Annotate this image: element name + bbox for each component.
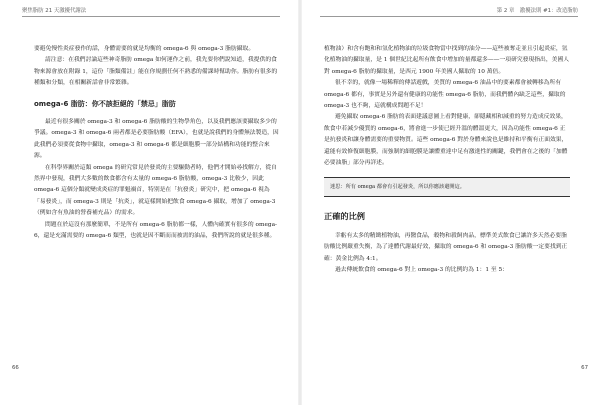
page-number: 67 [581, 365, 588, 371]
body-paragraph: 避免攝取 omega-6 脂肪的表面建議意圖上看對健康，卻隱藏相和減重的努力造成反效果，飲食中若減少優質的 omega-6，將會進一步使已經升溫的體溫更大，因為功能性 omega-6 正是抗發炎和讓身體需要的重要物質。這些 omega-6 對於身體來說也是維持和平衡有正面效果，還能有效修復細胞膜，而強制的細胞膜是讓體重達中足有激進性的關鍵，我們會在之後的「加體必要油脂」部分再詳述。 [324, 114, 568, 167]
body-paragraph: 幸虧有太多的精緻植物油，再醫食品，穀物和殺飼肉品，標準美式飲食已讓許多天然必要脂肪酸比例嚴重失衡，為了達體代謝最好效，攝取的 omega-6 和 omega-3 脂肪酸一定要找到正確：黃金比例為 4:1。 [324, 232, 568, 262]
body-paragraph: 問題在於這沒有那麼簡單，不是所有 omega-6 脂肪都一樣，人體內確實有很多的 omega-6，還是充滿需要的 omega-6 類型，也就是因不斷而而被需的油品，我們所說的就是很多種。 [34, 221, 278, 240]
header-rule [22, 16, 280, 17]
body-paragraph: 最近有很多關於 omega-3 和 omega-6 脂肪酸的生物學角色，以及我們應該要攝取多少的爭議。omega-3 和 omega-6 兩者都是必要脂肪酸（EFA），也就是說我們的身體無法製造，因此我們必須要從食物中攝取，omega-3 和 omega-6 都是細胞膜一部分結構和功能的整合來源。 [34, 119, 279, 160]
body-paragraph: 很不幸的，就像一場稀釋的傳話遊戲，美質的 omega-6 油品中的要素都會被轉移為所有 omega-6 都有，事實是另外還有健康的功能性 omega-6 脂肪，而我們體內缺乏這些，攝取的 omega-3 也不夠，這就構成問題不足！ [324, 80, 566, 110]
header-rule [320, 16, 578, 17]
body-paragraph: 過去傳統飲食的 omega-6 對上 omega-3 的比例約為 1：1 至 5： [335, 267, 508, 274]
left-body [34, 44, 280, 243]
running-header: 聚焦脂肪 21 天激擾代謝法 [22, 8, 87, 14]
body-paragraph: 在科學界關於這類 omega 的研究常見於發炎的主要驅動者時，他們才開始尋找解方，從自然界中發現，我們大多數的飲食都含有太量的 omega-6 脂肪酸，omega-3 比較少，因此 omega-6 這個分類就變成炎症的罪魁禍首，特別是在「抗發炎」研究中，把 omega-6 視為「易發炎」，而 omega-3 則是「抗炎」，就這樣開始把飲食 omega-6 攝取，增加了 omega-3（例如含有魚油的營養補充品）的需求。 [34, 164, 277, 217]
body-paragraph: 要避免慢性炎症發作的話，身體需要的就是均衡的 omega-6 與 omega-3 脂肪攝取。 [34, 46, 255, 52]
page-number: 66 [12, 365, 19, 371]
section-heading: omega-6 脂肪：你不該拒絕的「禁忌」脂肪 [34, 99, 176, 108]
right-body [324, 44, 570, 277]
right-page [300, 0, 600, 405]
body-paragraph: 請注意：在我們討論這些神奇脂肪 omega 如何運作之前，我先要你們說知道，我提供的食物來源會放在附錄 1，這份「脂類備註」能在你規劃任何不熟悉的備課時幫助你。脂肪有很多的種類和分類，在相關新話會非常繁雜。 [34, 57, 278, 87]
section-heading: 正確的比例 [324, 211, 365, 222]
body-paragraph: 植物油）和含有飽和和氫化植物油的垃圾食物當中找到的油分——這些被奪走並且引起炎症，氫化植物油的攝取量，是 1 個世紀比起所有飲食中增加的量都還多——一項研究發現指出，美國人對 omega-6 脂肪的攝取量，是西元 1900 年美國人攝取的 10 萬倍。 [324, 46, 570, 75]
myth-callout: 迷思：所有 omega 都會有引起發炎，所以你應該避開這。 [324, 177, 570, 197]
running-header: 第 2 章 激擾法則 #1：改造脂肪 [496, 8, 578, 14]
